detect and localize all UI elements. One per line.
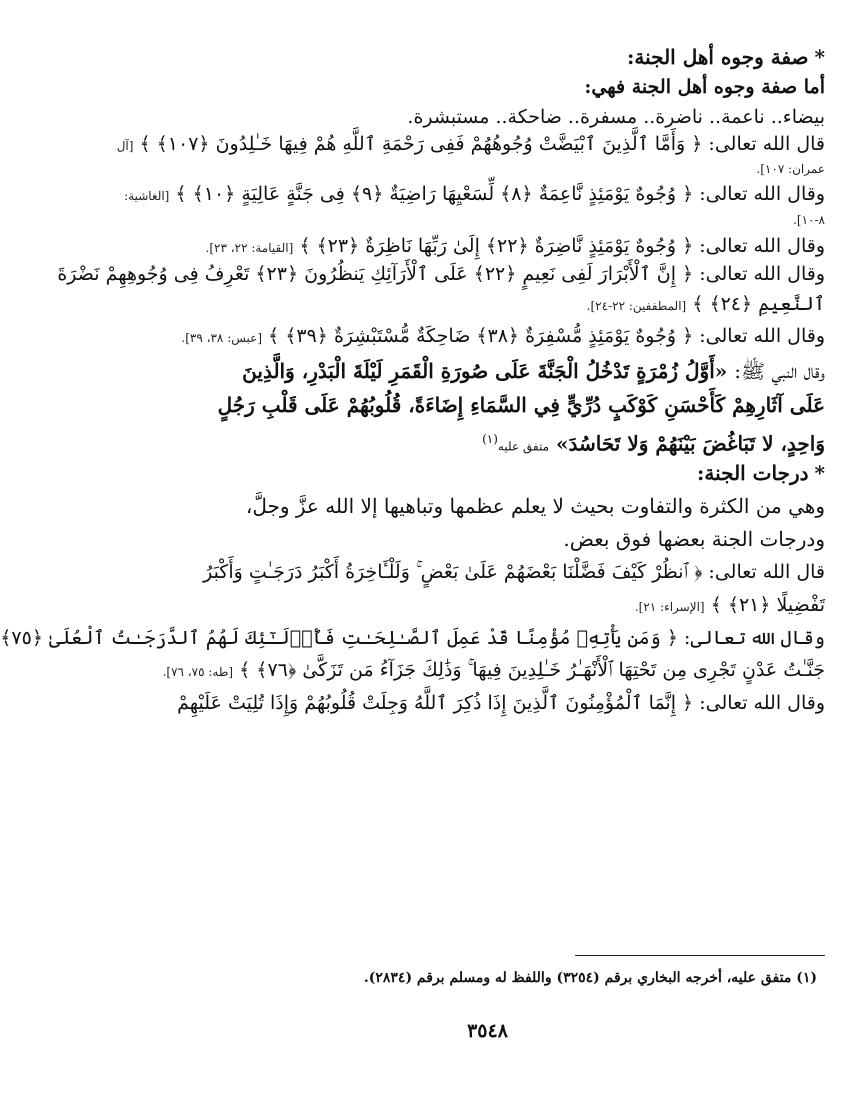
verse-text: ﴿ وُجُوهٌ يَوْمَئِذٍ نَّاعِمَةٌ ﴿٨﴾ لِّسَعْيِهَا رَاضِيَةٌ ﴿٩﴾ فِى جَنَّةٍ عَالِيَةٍ ﴿١٠﴾ ﴾ bbox=[175, 183, 694, 205]
hadith-1-cont: عَلَى آثَارِهِمْ كَأَحْسَنِ كَوْكَبٍ دُرِّيٍّ فِي السَّمَاءِ إِضَاءَةً، قُلُوبُهُمْ عَلَى قَلْبِ رَجُلٍ bbox=[217, 393, 825, 417]
degrees-paragraph: وهي من الكثرة والتفاوت بحيث لا يعلم عظمها وتباهيها إلا الله عزَّ وجلَّ، bbox=[245, 494, 825, 518]
verse-6-cont bbox=[150, 588, 825, 622]
verse-text: ٱلنَّعِيمِ ﴿٢٤﴾ ﴾ bbox=[692, 293, 825, 315]
verse-text: ﴿ وَمَن يَأْتِهِۦ مُؤْمِنًا قَدْ عَمِلَ ٱلصَّـٰلِحَـٰتِ فَأُو۟لَـٰٓئِكَ لَهُمُ ٱلدَّرَجَـٰتُ ٱلْعُلَىٰ ﴿٧٥﴾ bbox=[0, 627, 678, 649]
hadith-1 bbox=[150, 354, 825, 388]
section-title: صفة وجوه أهل الجنة: bbox=[627, 45, 809, 69]
footnote-marker: (١) bbox=[482, 432, 498, 446]
page-number: ٣٥٤٨ bbox=[467, 1020, 508, 1042]
verse-4 bbox=[57, 262, 825, 292]
hadith-1-end bbox=[150, 422, 825, 456]
verse-2 bbox=[124, 182, 825, 206]
verse-lead: وقال الله تعالى: bbox=[699, 263, 825, 285]
verse-6 bbox=[150, 556, 825, 588]
verse-ref: [آل bbox=[116, 139, 134, 153]
hadith-lead: وقال النبي ﷺ: bbox=[734, 359, 825, 383]
verse-text: ﴿ إِنَّمَا ٱلْمُؤْمِنُونَ ٱلَّذِينَ إِذَا ذُكِرَ ٱللَّهُ وَجِلَتْ قُلُوبُهُمْ وَإِذَا تُلِيَتْ عَلَيْهِمْ bbox=[177, 692, 694, 714]
verse-2-ref-cont: ٨-١٠]. bbox=[793, 213, 825, 227]
section-star: * bbox=[814, 45, 825, 69]
verse-text: ﴿ إِنَّ ٱلْأَبْرَارَ لَفِى نَعِيمٍ ﴿٢٢﴾ عَلَى ٱلْأَرَآئِكِ يَنظُرُونَ ﴿٢٣﴾ تَعْرِفُ فِى وُجُوهِهِمْ نَضْرَةَ bbox=[57, 263, 694, 285]
verse-ref: [عبس: ٣٨، ٣٩]. bbox=[181, 331, 262, 345]
hadith-ref: متفق عليه bbox=[497, 439, 550, 454]
verse-ref: [المطففين: ٢٢-٢٤]. bbox=[586, 299, 687, 313]
verse-lead: وقال الله تعالى: bbox=[699, 692, 825, 714]
hadith-text: «أَوَّلُ زُمْرَةٍ تَدْخُلُ الْجَنَّةَ عَلَى صُورَةِ الْقَمَرِ لَيْلَةَ الْبَدْرِ، وَالَّذِينَ bbox=[242, 359, 728, 383]
verse-8 bbox=[150, 686, 825, 720]
hadith-text: وَاحِدٍ، لا تَبَاغُضَ بَيْنَهُمْ وَلا تَحَاسُدَ» bbox=[556, 431, 825, 456]
section-star: * bbox=[814, 461, 825, 485]
verse-lead: وقال الله تعالى: bbox=[699, 183, 825, 205]
verse-7 bbox=[0, 622, 825, 654]
verse-7-cont bbox=[150, 654, 825, 686]
verse-ref: [الإسراء: ٢١]. bbox=[634, 600, 705, 614]
section-heading-degrees bbox=[150, 456, 825, 490]
degrees-paragraph-cont: ودرجات الجنة بعضها فوق بعض. bbox=[563, 527, 825, 551]
verse-text: ﴿ وُجُوهٌ يَوْمَئِذٍ مُّسْفِرَةٌ ﴿٣٨﴾ ضَاحِكَةٌ مُّسْتَبْشِرَةٌ ﴿٣٩﴾ ﴾ bbox=[268, 325, 694, 347]
page-body bbox=[0, 42, 825, 720]
verse-lead: وقال الله تعالى: bbox=[699, 235, 825, 257]
verse-text: جَنَّـٰتُ عَدْنٍ تَجْرِى مِن تَحْتِهَا ٱلْأَنْهَـٰرُ خَـٰلِدِينَ فِيهَا ۚ وَذَٰلِكَ جَزَآءُ مَن تَزَكَّىٰ ﴿٧٦﴾ ﴾ bbox=[239, 659, 825, 681]
footnote: (١) متفق عليه، أخرجه البخاري برقم (٣٢٥٤) واللفظ له ومسلم برقم (٢٨٣٤). bbox=[363, 970, 817, 986]
verse-text: تَفْضِيلًا ﴿٢١﴾ ﴾ bbox=[710, 594, 825, 616]
verse-lead: قال الله تعالى: bbox=[708, 133, 825, 155]
verse-4-cont bbox=[150, 292, 825, 324]
footnote-divider bbox=[575, 955, 825, 956]
verse-text: ﴿ ٱنظُرْ كَيْفَ فَضَّلْنَا بَعْضَهُمْ عَلَىٰ بَعْضٍ ۚ وَلَلْـَٔاخِرَةُ أَكْبَرُ دَرَجَـٰتٍ وَأَكْبَرُ bbox=[203, 561, 703, 583]
verse-text: ﴿ وُجُوهٌ يَوْمَئِذٍ نَّاضِرَةٌ ﴿٢٢﴾ إِلَىٰ رَبِّهَا نَاظِرَةٌ ﴿٢٣﴾ ﴾ bbox=[299, 235, 694, 257]
verse-5 bbox=[150, 324, 825, 354]
faces-traits: بيضاء.. ناعمة.. ناضرة.. مسفرة.. ضاحكة.. مستبشرة. bbox=[407, 106, 825, 128]
verse-1 bbox=[116, 132, 825, 156]
verse-ref: [القيامة: ٢٢، ٢٣]. bbox=[205, 241, 294, 255]
verse-lead: وقال الله تعالى: bbox=[684, 627, 825, 649]
verse-ref: [طه: ٧٥، ٧٦]. bbox=[162, 665, 234, 679]
section-intro: أما صفة وجوه أهل الجنة فهي: bbox=[584, 76, 825, 98]
verse-text: ﴿ وَأَمَّا ٱلَّذِينَ ٱبْيَضَّتْ وُجُوهُهُمْ فَفِى رَحْمَةِ ٱللَّهِ هُمْ فِيهَا خَـٰلِدُونَ ﴿١٠٧﴾ ﴾ bbox=[139, 133, 703, 155]
section-heading-faces bbox=[150, 42, 825, 72]
verse-3 bbox=[150, 234, 825, 262]
section-title: درجات الجنة: bbox=[697, 461, 809, 485]
verse-lead: وقال الله تعالى: bbox=[699, 325, 825, 347]
verse-lead: قال الله تعالى: bbox=[708, 561, 825, 583]
verse-1-ref-cont: عمران: ١٠٧]. bbox=[756, 162, 825, 176]
verse-ref: [الغاشية: bbox=[124, 189, 170, 203]
